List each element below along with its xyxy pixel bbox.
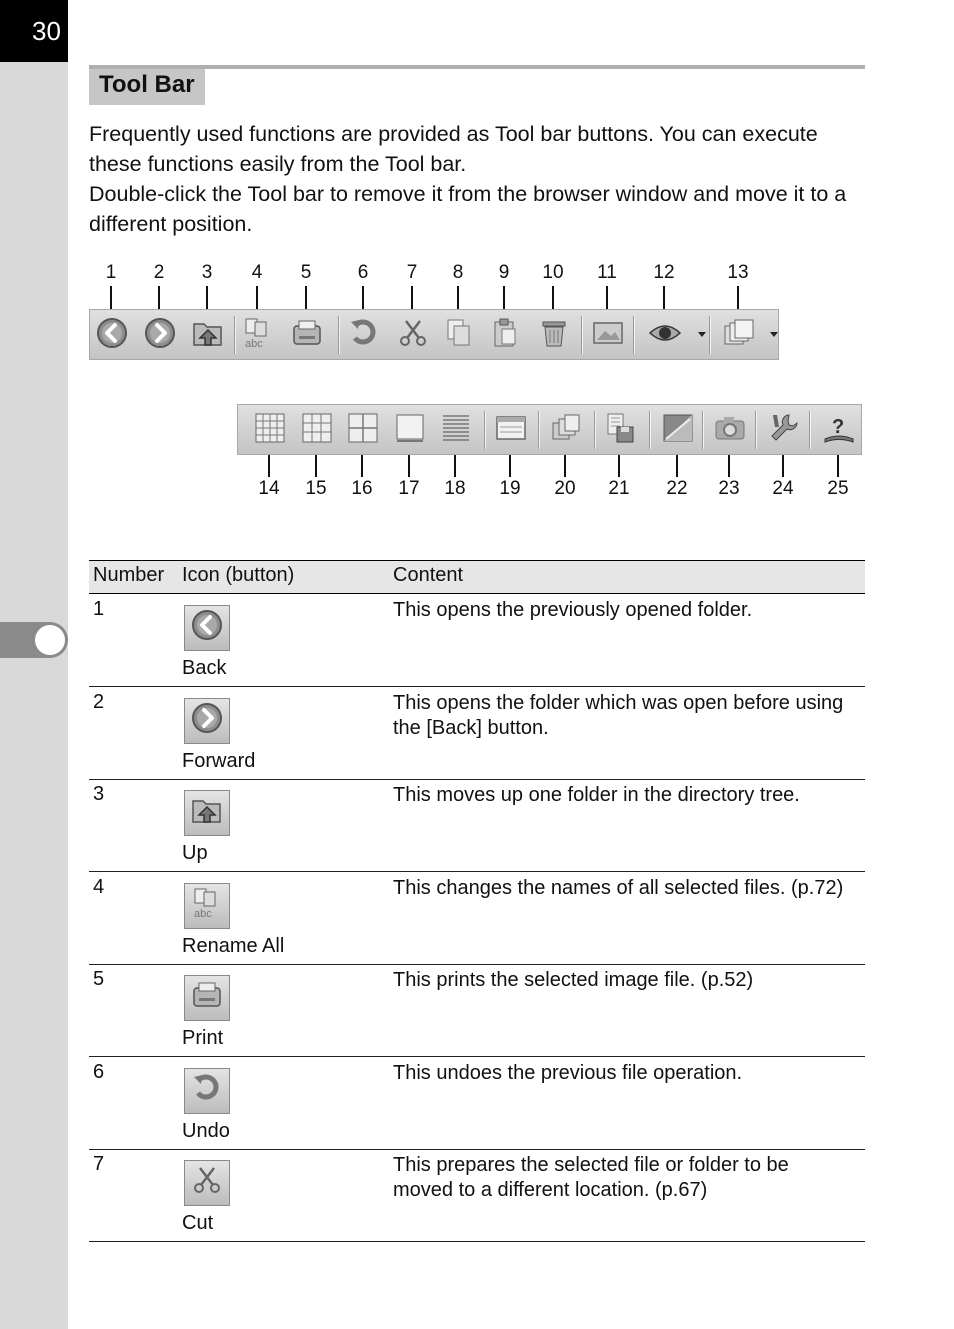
table-row <box>89 594 865 687</box>
print-icon <box>190 978 224 1018</box>
toolbar-button-delete[interactable] <box>534 315 574 355</box>
chevron-down-icon[interactable] <box>770 332 778 337</box>
delete-icon <box>537 316 571 355</box>
intro-paragraph-1: Frequently used functions are provided as Tool bar buttons. You can execute these functions easily from the Tool bar. <box>89 122 818 176</box>
row-number: 1 <box>93 598 105 620</box>
row-icon-name: Back <box>182 657 227 679</box>
toolbar-button-list-view[interactable] <box>436 410 476 450</box>
callout-number: 25 <box>827 478 849 499</box>
window-icon <box>494 411 528 450</box>
callout-number: 7 <box>406 262 418 283</box>
row-divider <box>89 1241 865 1242</box>
forward-icon <box>143 316 177 355</box>
row-number: 4 <box>93 876 105 898</box>
tools-icon <box>767 411 801 450</box>
cut-icon <box>190 1163 224 1203</box>
folder-view-icon <box>722 316 756 355</box>
toolbar-button-slideshow[interactable] <box>588 315 628 355</box>
toolbar-button-undo[interactable] <box>344 315 384 355</box>
row-number: 5 <box>93 968 105 990</box>
help-icon <box>822 411 856 450</box>
toolbar-bottom[interactable] <box>237 404 862 455</box>
toolbar-button-cut[interactable] <box>393 315 433 355</box>
save-icon <box>603 411 637 450</box>
view-icon <box>648 316 682 355</box>
row-content: This opens the previously opened folder. <box>393 599 753 621</box>
svg-text:abc: abc <box>194 908 212 920</box>
callout-number: 8 <box>452 262 464 283</box>
list-view-icon <box>439 411 473 450</box>
print-icon <box>290 316 324 355</box>
callout-number: 10 <box>542 262 564 283</box>
toolbar-separator <box>484 411 486 449</box>
toolbar-separator <box>809 411 811 449</box>
callout-number: 18 <box>444 478 466 499</box>
grid-medium-icon <box>300 411 334 450</box>
sidebar-margin <box>0 0 68 1329</box>
forward-icon <box>190 701 224 741</box>
toolbar-button-save[interactable] <box>600 410 640 450</box>
toolbar-button-forward[interactable] <box>140 315 180 355</box>
toolbar-button-image-adjust[interactable] <box>658 410 698 450</box>
callout-number: 20 <box>554 478 576 499</box>
toolbar-button-copy[interactable] <box>439 315 479 355</box>
callout-number: 21 <box>608 478 630 499</box>
row-icon-button <box>184 1160 230 1206</box>
header-icon: Icon (button) <box>182 564 295 586</box>
row-icon-name: Print <box>182 1027 224 1049</box>
toolbar-button-print[interactable] <box>287 315 327 355</box>
undo-icon <box>190 1071 224 1111</box>
table-row <box>89 779 865 872</box>
table-row <box>89 872 865 965</box>
toolbar-button-camera[interactable] <box>710 410 750 450</box>
toolbar-separator <box>538 411 540 449</box>
intro-text <box>89 119 869 239</box>
callout-number: 22 <box>666 478 688 499</box>
rename-all-icon <box>241 316 275 355</box>
grid-small-icon <box>346 411 380 450</box>
toolbar-button-rename-all[interactable] <box>238 315 278 355</box>
row-content: This changes the names of all selected files. (p.72) <box>393 877 844 899</box>
table-row <box>89 964 865 1057</box>
row-icon-name: Cut <box>182 1212 214 1234</box>
back-icon <box>95 316 129 355</box>
image-adjust-icon <box>661 411 695 450</box>
back-icon <box>190 608 224 648</box>
toolbar-separator <box>709 316 711 354</box>
chevron-down-icon[interactable] <box>698 332 706 337</box>
toolbar-button-up-folder[interactable] <box>188 315 228 355</box>
row-content: This opens the folder which was open before using the [Back] button. <box>393 692 844 739</box>
svg-text:?: ? <box>832 415 845 438</box>
toolbar-button-back[interactable] <box>92 315 132 355</box>
row-number: 3 <box>93 783 105 805</box>
toolbar-button-view[interactable] <box>645 315 685 355</box>
toolbar-button-grid-large[interactable] <box>250 410 290 450</box>
row-content: This prepares the selected file or folder to be moved to a different location. (p.67) <box>393 1154 789 1201</box>
paste-icon <box>488 316 522 355</box>
title-rule <box>89 65 865 69</box>
toolbar-separator <box>234 316 236 354</box>
table-row <box>89 1149 865 1242</box>
toolbar-button-tools[interactable] <box>764 410 804 450</box>
toolbar-button-paste[interactable] <box>485 315 525 355</box>
toolbar-button-compare[interactable] <box>546 410 586 450</box>
toolbar-separator <box>594 411 596 449</box>
toolbar-button-folder-view[interactable] <box>719 315 759 355</box>
table-row <box>89 687 865 780</box>
svg-text:abc: abc <box>245 337 263 350</box>
cut-icon <box>396 316 430 355</box>
callout-number: 4 <box>251 262 263 283</box>
undo-icon <box>347 316 381 355</box>
row-content: This prints the selected image file. (p.52) <box>393 969 754 991</box>
toolbar-separator <box>755 411 757 449</box>
table-row <box>89 1057 865 1150</box>
page-number: 30 <box>0 0 68 62</box>
compare-icon <box>549 411 583 450</box>
callout-number: 16 <box>351 478 373 499</box>
toolbar-separator <box>633 316 635 354</box>
callout-number: 9 <box>498 262 510 283</box>
callout-number: 6 <box>357 262 369 283</box>
row-icon-button <box>184 883 230 929</box>
toolbar-top[interactable] <box>89 309 779 360</box>
row-icon-button <box>184 1068 230 1114</box>
row-content: This moves up one folder in the directory tree. <box>393 784 800 806</box>
slideshow-icon <box>591 316 625 355</box>
callout-number: 12 <box>653 262 675 283</box>
row-icon-name: Forward <box>182 750 256 772</box>
row-content: This undoes the previous file operation. <box>393 1062 743 1084</box>
section-title: Tool Bar <box>89 69 205 105</box>
chapter-tab-dot <box>35 625 65 655</box>
callout-number: 11 <box>597 262 617 283</box>
row-icon-name: Undo <box>182 1120 230 1142</box>
toolbar-button-window[interactable] <box>491 410 531 450</box>
callout-number: 3 <box>201 262 213 283</box>
callout-number: 14 <box>258 478 280 499</box>
row-icon-button <box>184 698 230 744</box>
table-header <box>89 561 865 594</box>
up-folder-icon <box>191 316 225 355</box>
row-number: 6 <box>93 1061 105 1083</box>
callout-number: 13 <box>727 262 749 283</box>
toolbar-button-grid-small[interactable] <box>343 410 383 450</box>
callout-number: 23 <box>718 478 740 499</box>
row-icon-button <box>184 975 230 1021</box>
copy-icon <box>442 316 476 355</box>
callout-number: 2 <box>153 262 165 283</box>
toolbar-separator <box>702 411 704 449</box>
single-view-icon <box>393 411 427 450</box>
camera-icon <box>713 411 747 450</box>
toolbar-separator <box>581 316 583 354</box>
row-icon-button <box>184 605 230 651</box>
toolbar-button-grid-medium[interactable] <box>297 410 337 450</box>
grid-large-icon <box>253 411 287 450</box>
callout-number: 15 <box>305 478 327 499</box>
up-folder-icon <box>190 793 224 833</box>
intro-paragraph-2: Double-click the Tool bar to remove it from the browser window and move it to a different position. <box>89 182 847 236</box>
header-number: Number <box>93 564 165 586</box>
rename-all-icon <box>190 886 224 926</box>
row-icon-name: Rename All <box>182 935 285 957</box>
callout-number: 24 <box>772 478 794 499</box>
toolbar-button-help[interactable] <box>819 410 859 450</box>
toolbar-separator <box>338 316 340 354</box>
row-icon-button <box>184 790 230 836</box>
toolbar-button-single-view[interactable] <box>390 410 430 450</box>
header-content: Content <box>393 564 464 586</box>
callout-number: 17 <box>398 478 420 499</box>
row-number: 2 <box>93 691 105 713</box>
callout-number: 5 <box>300 262 312 283</box>
row-icon-name: Up <box>182 842 208 864</box>
chapter-tab <box>0 622 68 658</box>
callout-number: 19 <box>499 478 521 499</box>
callout-number: 1 <box>105 262 117 283</box>
row-number: 7 <box>93 1153 105 1175</box>
toolbar-separator <box>649 411 651 449</box>
